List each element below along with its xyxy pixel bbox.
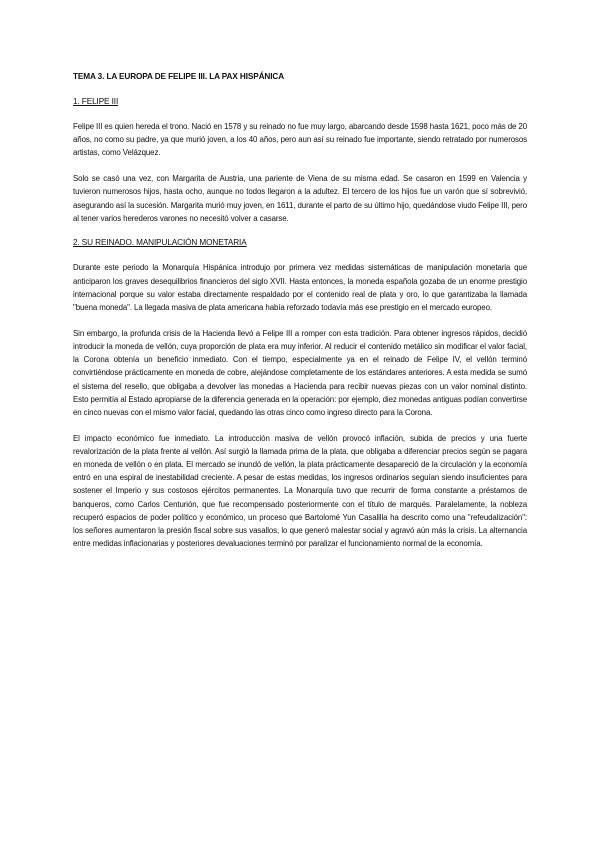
paragraph: Felipe III es quien hereda el trono. Nació en 1578 y su reinado no fue muy largo, abarcando desde 1598 hasta 1621, poco más de 20 años, no como su padre, ya que murió joven, a los 40 años, pero aun así su reinado fue importante, siendo retratado por numerosos artistas, como Velázquez.: [73, 122, 527, 158]
section-heading: 1. FELIPE III: [73, 97, 119, 106]
paragraph: Solo se casó una vez, con Margarita de Austria, una pariente de Viena de su misma edad. Se casaron en 1599 en Valencia y tuvieron numerosos hijos, hasta ocho, aunque no todos llegaron a la adultez. El tercero de los hijos fue un varón que sí sobrevivió, asegurando así la sucesión. Margarita murió muy joven, en 1611, durante el parto de su último hijo, quedándose viudo Felipe III, pero al tener varios herederos varones no necesitó volver a casarse.: [73, 174, 527, 223]
document-title: TEMA 3. LA EUROPA DE FELIPE III. LA PAX HISPÁNICA: [73, 72, 285, 81]
section-su-reinado: [73, 237, 527, 550]
section-heading: 2. SU REINADO. MANIPULACIÓN MONETARIA: [73, 238, 247, 248]
paragraph: El impacto económico fue inmediato. La introducción masiva de vellón provocó inflación, subida de precios y una fuerte revalorización de la plata frente al vellón. Así surgió la llamada prima de la plata, que obligaba a diferenciar precios según se pagara en moneda de vellón o en plata. El mercado se inundó de vellón, la plata prácticamente desapareció de la circulación y la economía entró en una espiral de inestabilidad creciente. A pesar de estas medidas, los ingresos ordinarios seguían siendo insuficientes para sostener el Imperio y sus costosos ejércitos permanentes. La Monarquía tuvo que recurrir de forma constante a préstamos de banqueros, como Carlos Centurión, que fue recompensado posteriormente con el título de marqués. Paralelamente, la nobleza recuperó espacios de poder político y económico, un proceso que Bartolomé Yun Casalilla ha descrito como una "refeudalización": los señores aumentaron la presión fiscal sobre sus vasallos, lo que generó malestar social y agravó aún más la crisis. La alternancia entre medidas inflacionarias y posteriores devaluaciones terminó por paralizar el funcionamiento normal de la economía.: [73, 433, 527, 549]
section-felipe-iii: [73, 96, 527, 225]
paragraph: Sin embargo, la profunda crisis de la Hacienda llevó a Felipe III a romper con esta tradición. Para obtener ingresos rápidos, decidió introducir la moneda de vellón, cuya proporción de plata era muy inferior. Al reducir el contenido metálico sin modificar el valor facial, la Corona obtenía un beneficio inmediato. Con el tiempo, especialmente ya en el reinado de Felipe IV, el vellón terminó convirtiéndose prácticamente en moneda de cobre, alejándose completamente de los estándares anteriores. A esta medida se sumó el sistema del resello, que obligaba a devolver las monedas a Hacienda para recibir nuevas piezas con un valor nominal distinto. Esto permitía al Estado apropiarse de la diferencia generada en la operación: por ejemplo, diez monedas antiguas podían convertirse en cinco nuevas con el mismo valor facial, quedando las otras cinco como ingreso directo para la Corona.: [73, 328, 527, 417]
paragraph: Durante este periodo la Monarquía Hispánica introdujo por primera vez medidas sistemáticas de manipulación monetaria que anticiparon los graves desequilibrios financieros del siglo XVII. Hasta entonces, la moneda española gozaba de un enorme prestigio internacional porque su valor estaba directamente respaldado por el contenido real de plata y oro, lo que garantizaba la llamada "buena moneda". La llegada masiva de plata americana había reforzado todavía más ese prestigio en el mercado europeo.: [73, 263, 527, 313]
